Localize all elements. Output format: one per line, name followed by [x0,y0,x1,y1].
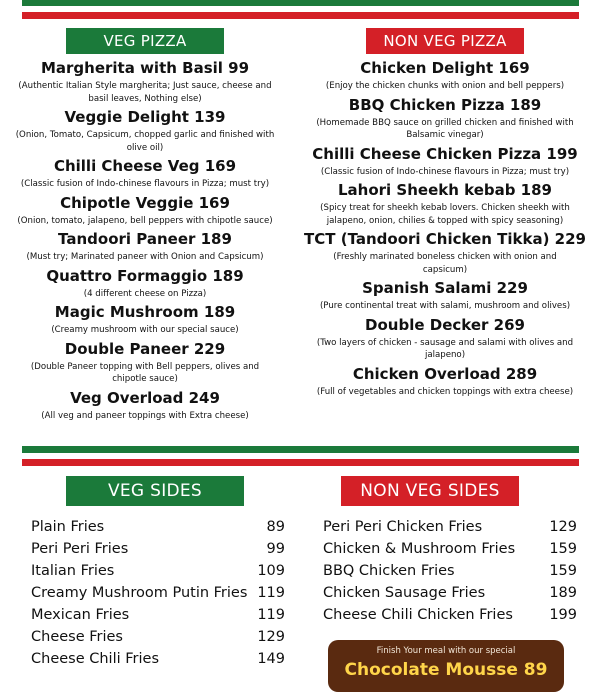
menu-item [300,278,590,313]
dessert-promo-banner [328,640,564,692]
side-item-price: 199 [549,607,577,623]
menu-item-name: Tandoori Paneer 189 [58,230,232,248]
menu-item-description: (Pure continental treat with salami, mushroom and olives) [319,301,571,311]
menu-item [300,364,590,399]
side-item-price: 189 [549,585,577,601]
middle-red-stripe [22,459,579,466]
side-item-name: Mexican Fries [31,607,130,623]
menu-item [300,315,590,362]
menu-item-name: BBQ Chicken Pizza 189 [348,95,542,114]
side-item [323,516,577,538]
menu-item-name: Veggie Delight 139 [64,108,226,126]
menu-item-description: (Two layers of chicken - sausage and salami with olives and jalapeno) [316,337,574,360]
menu-item-description: (Creamy mushroom with our special sauce) [51,325,239,335]
side-item [31,560,285,582]
menu-item [300,95,590,142]
side-item-name: BBQ Chicken Fries [323,563,455,579]
menu-item-name: Chicken Overload 289 [352,364,538,383]
menu-item-description: (Double Paneer topping with Bell peppers, olives and chipotle sauce) [30,361,260,384]
menu-item [0,302,290,337]
non-veg-pizza-section [300,28,590,398]
menu-item-description: (Classic fusion of Indo-chinese flavours in Pizza; must try) [20,179,270,189]
menu-item-name: Spanish Salami 229 [362,279,528,297]
menu-item-description: (All veg and paneer toppings with Extra cheese) [41,410,249,421]
side-item-name: Peri Peri Chicken Fries [323,519,483,535]
menu-item-name: Double Decker 269 [365,315,525,334]
side-item-price: 89 [266,519,285,535]
side-item-name: Peri Peri Fries [31,541,129,557]
veg-sides-heading: VEG SIDES [66,476,244,506]
menu-item-description: (Must try; Marinated paneer with Onion and Capsicum) [26,252,264,262]
menu-item [0,266,290,301]
veg-pizza-heading: VEG PIZZA [66,28,224,54]
menu-item [0,339,290,386]
side-item-price: 129 [549,519,577,535]
side-item-price: 159 [549,541,577,557]
menu-item [300,58,590,93]
menu-item [0,107,290,154]
side-item-price: 149 [257,651,285,667]
veg-pizza-list [0,58,290,422]
menu-item-description: (Freshly marinated boneless chicken with onion and capsicum) [333,252,557,275]
menu-item-name: Veg Overload 249 [70,388,220,407]
side-item [31,582,285,604]
side-item [31,516,285,538]
menu-item [0,229,290,264]
side-item [31,648,285,670]
menu-item-name: Chipotle Veggie 169 [60,193,230,212]
non-veg-sides-heading: NON VEG SIDES [341,476,519,506]
menu-item-name: Chilli Cheese Veg 169 [53,157,237,175]
menu-item-name: Chilli Cheese Chicken Pizza 199 [312,144,578,163]
menu-item [0,388,290,423]
menu-item-name: Chicken Delight 169 [360,59,530,77]
side-item-name: Cheese Chili Chicken Fries [323,607,513,623]
side-item-name: Plain Fries [31,519,105,535]
side-item-name: Chicken Sausage Fries [323,585,486,601]
promo-subtitle: Finish Your meal with our special [376,646,516,656]
menu-item-name: TCT (Tandoori Chicken Tikka) 229 [304,230,586,248]
side-item-price: 119 [257,607,285,623]
non-veg-pizza-heading: NON VEG PIZZA [366,28,524,54]
veg-sides-list [31,516,285,670]
menu-item-name: Quattro Formaggio 189 [46,266,244,285]
side-item-name: Italian Fries [31,563,115,579]
menu-item [300,144,590,179]
menu-item-name: Margherita with Basil 99 [40,59,250,77]
veg-pizza-section [0,28,290,422]
side-item [31,626,285,648]
side-item-price: 159 [549,563,577,579]
side-item-price: 109 [257,563,285,579]
menu-item-name: Double Paneer 229 [64,339,226,358]
menu-item-description: (Homemade BBQ sauce on grilled chicken and finished with Balsamic vinegar) [316,117,574,140]
menu-item-description: (Spicy treat for sheekh kebab lovers. Chicken sheekh with jalapeno, onion, chilies & topped with spicy seasoning) [320,203,570,226]
side-item [31,538,285,560]
side-item-name: Creamy Mushroom Putin Fries [31,585,248,601]
menu-item-description: (Onion, tomato, jalapeno, bell peppers with chipotle sauce) [17,215,273,226]
side-item-name: Chicken & Mushroom Fries [323,541,516,557]
menu-item-description: (Enjoy the chicken chunks with onion and bell peppers) [325,81,565,91]
side-item [31,604,285,626]
side-item-name: Cheese Chili Fries [31,651,160,667]
non-veg-pizza-list [300,58,590,398]
menu-item-name: Magic Mushroom 189 [54,303,236,321]
middle-green-stripe [22,446,579,453]
non-veg-sides-list [323,516,577,626]
menu-item-description: (Authentic Italian Style margherita; Just sauce, cheese and basil leaves, Nothing else) [18,81,272,104]
menu-item-description: (4 different cheese on Pizza) [83,288,207,299]
top-green-stripe [22,0,579,6]
menu-item-description: (Full of vegetables and chicken toppings with extra cheese) [316,386,574,397]
menu-item [300,229,590,276]
top-red-stripe [22,12,579,19]
side-item [323,560,577,582]
promo-title: Chocolate Mousse 89 [344,660,548,680]
menu-item [0,156,290,191]
side-item [323,538,577,560]
menu-item [0,58,290,105]
menu-item [0,193,290,228]
side-item-price: 99 [266,541,285,557]
side-item-price: 119 [257,585,285,601]
menu-item-name: Lahori Sheekh kebab 189 [337,181,552,199]
side-item-name: Cheese Fries [31,629,123,645]
non-veg-sides-title [341,476,519,506]
side-item [323,604,577,626]
side-item [323,582,577,604]
menu-item [300,180,590,227]
menu-item-description: (Onion, Tomato, Capsicum, chopped garlic and finished with olive oil) [15,130,275,153]
menu-item-description: (Classic fusion of Indo-chinese flavours in Pizza; must try) [320,166,570,177]
side-item-price: 129 [257,629,285,645]
veg-sides-title [66,476,244,506]
